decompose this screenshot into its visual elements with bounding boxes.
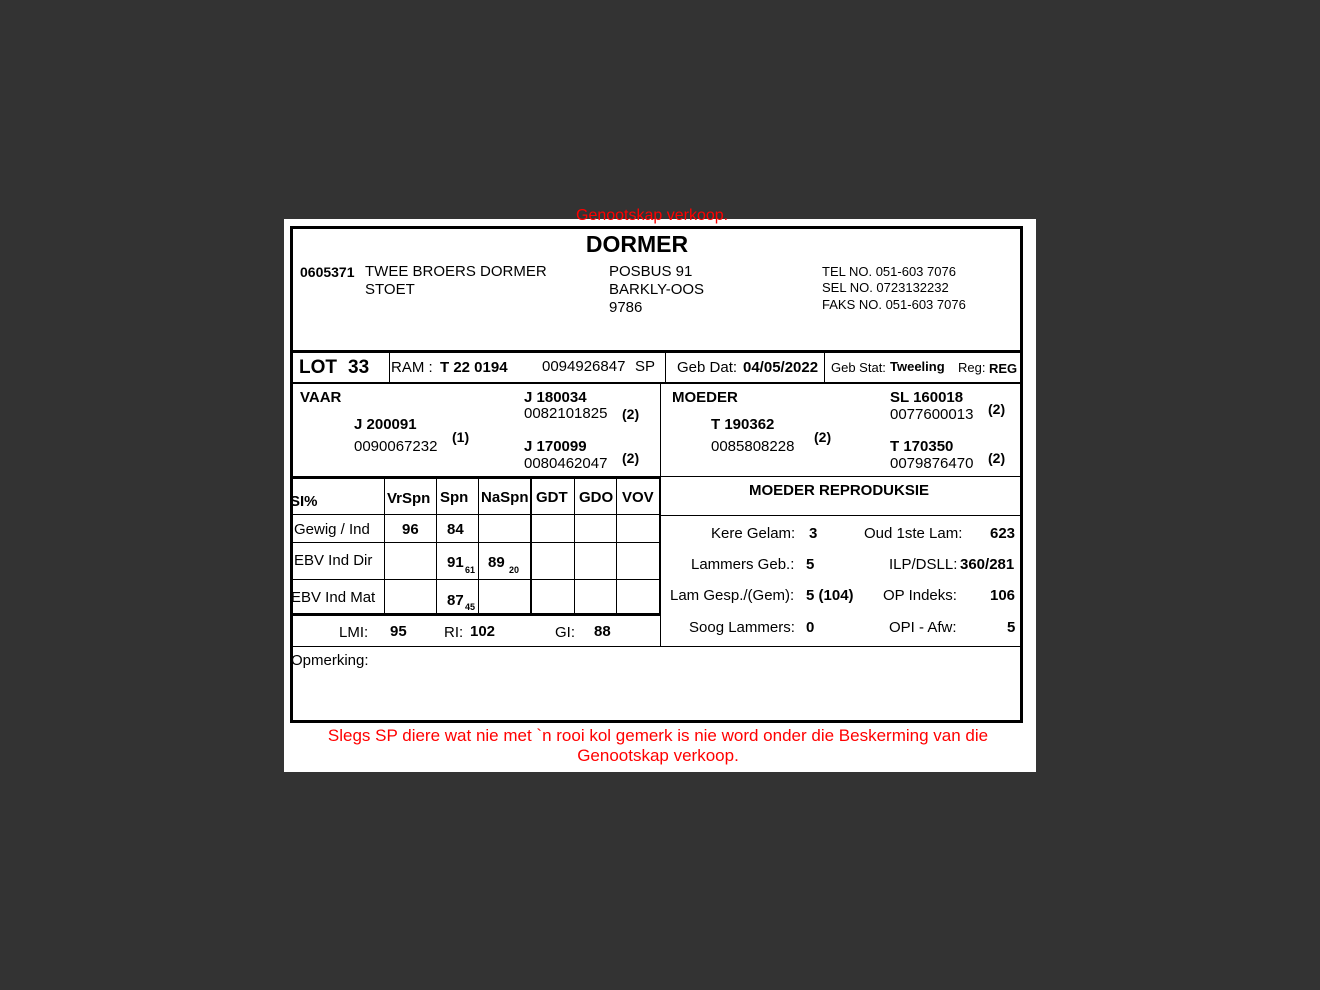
opi-deviation-value: 5 — [1007, 619, 1016, 636]
address-line1: POSBUS 91 — [609, 263, 693, 280]
soog-lammers-value: 0 — [806, 619, 815, 636]
ilp-dsll-value: 360/281 — [960, 556, 1015, 573]
kere-gelam-label: Kere Gelam: — [711, 525, 796, 542]
lot-card-sheet — [284, 207, 1036, 772]
lam-gesp-label: Lam Gesp./(Gem): — [670, 587, 795, 604]
sp-marker: SP — [635, 358, 656, 375]
address-line3: 9786 — [609, 299, 643, 316]
registration-value: REG — [989, 361, 1018, 376]
fax-number: FAKS NO. 051-603 7076 — [822, 297, 966, 312]
ebv-dir-spn-accuracy: 61 — [465, 565, 476, 575]
sire-id: J 200091 — [354, 416, 417, 433]
ram-label: RAM : — [391, 359, 433, 376]
breed-title: DORMER — [585, 231, 689, 257]
gewig-vrspn: 96 — [402, 521, 419, 538]
tel-number: TEL NO. 051-603 7076 — [822, 264, 956, 279]
ri-label: RI: — [444, 624, 464, 641]
dam-reg-number: 0085808228 — [711, 438, 795, 455]
lammers-geb-value: 5 — [806, 556, 815, 573]
ebv-dir-naspn-accuracy: 20 — [509, 565, 520, 575]
ri-value: 102 — [470, 623, 496, 640]
sire-label: VAAR — [300, 389, 342, 406]
footer-note-line2: Genootskap verkoop. — [577, 746, 739, 765]
stud-name-line1: TWEE BROERS DORMER — [365, 263, 547, 280]
sire-sire-code: (2) — [622, 406, 640, 422]
ebv-dir-naspn: 89 — [488, 554, 505, 571]
first-lamb-age-value: 623 — [990, 525, 1016, 542]
dam-dam-code: (2) — [988, 450, 1006, 466]
ram-reg-number: 0094926847 — [542, 358, 626, 375]
birth-status-label: Geb Stat: — [831, 360, 886, 375]
registration-label: Reg: — [958, 360, 986, 375]
lammers-geb-label: Lammers Geb.: — [691, 556, 795, 573]
lot-label: LOT — [299, 357, 337, 378]
row-label-gewig: Gewig / Ind — [294, 521, 370, 538]
lmi-value: 95 — [390, 623, 407, 640]
op-index-value: 106 — [990, 587, 1016, 604]
lmi-label: LMI: — [339, 624, 369, 641]
sire-dam-code: (2) — [622, 450, 640, 466]
row-label-ebv-dir: EBV Ind Dir — [294, 552, 373, 569]
sire-sire-id: J 180034 — [524, 389, 587, 406]
reproduction-title: MOEDER REPRODUKSIE — [749, 482, 930, 499]
kere-gelam-value: 3 — [809, 525, 818, 542]
row-label-ebv-mat: EBV Ind Mat — [291, 589, 376, 606]
member-number: 0605371 — [300, 264, 355, 280]
sire-reg-number: 0090067232 — [354, 438, 438, 455]
dam-sire-id: SL 160018 — [890, 389, 964, 406]
col-header-spn: Spn — [440, 489, 469, 506]
col-header-vov: VOV — [622, 489, 654, 506]
remarks-label: Opmerking: — [291, 652, 369, 669]
ebv-mat-spn-accuracy: 45 — [465, 602, 476, 612]
sire-dam-id: J 170099 — [524, 438, 587, 455]
ram-id: T 22 0194 — [440, 359, 508, 376]
lam-gesp-value: 5 (104) — [806, 587, 854, 604]
col-header-si: SI% — [290, 493, 318, 510]
sire-sire-reg-number: 0082101825 — [524, 405, 608, 422]
col-header-naspn: NaSpn — [481, 489, 529, 506]
gewig-spn: 84 — [447, 521, 464, 538]
op-index-label: OP Indeks: — [883, 587, 957, 604]
dam-dam-id: T 170350 — [890, 438, 954, 455]
dam-dam-reg-number: 0079876470 — [890, 455, 974, 472]
gi-label: GI: — [555, 624, 576, 641]
dam-sire-reg-number: 0077600013 — [890, 406, 974, 423]
first-lamb-age-label: Oud 1ste Lam: — [864, 525, 963, 542]
lot-number: 33 — [348, 357, 370, 378]
cell-number: SEL NO. 0723132232 — [822, 280, 949, 295]
sire-code: (1) — [452, 429, 470, 445]
birth-status: Tweeling — [890, 359, 945, 374]
dam-sire-code: (2) — [988, 401, 1006, 417]
ilp-dsll-label: ILP/DSLL: — [889, 556, 958, 573]
address-line2: BARKLY-OOS — [609, 281, 705, 298]
top-note-cut: Genootskap verkoop. — [576, 207, 729, 224]
col-header-gdt: GDT — [536, 489, 568, 506]
stud-name-line2: STOET — [365, 281, 415, 298]
opi-deviation-label: OPI - Afw: — [889, 619, 957, 636]
gi-value: 88 — [594, 623, 611, 640]
soog-lammers-label: Soog Lammers: — [689, 619, 795, 636]
sire-dam-reg-number: 0080462047 — [524, 455, 608, 472]
col-header-gdo: GDO — [579, 489, 614, 506]
ebv-dir-spn: 91 — [447, 554, 464, 571]
dam-label: MOEDER — [672, 389, 738, 406]
footer-note-line1: Slegs SP diere wat nie met `n rooi kol gemerk is nie word onder die Beskerming van die — [327, 726, 989, 745]
col-header-vrspn: VrSpn — [387, 490, 431, 507]
dam-code: (2) — [814, 429, 832, 445]
dam-id: T 190362 — [711, 416, 775, 433]
birth-date: 04/05/2022 — [743, 359, 819, 376]
birth-date-label: Geb Dat: — [677, 359, 738, 376]
ebv-mat-spn: 87 — [447, 592, 464, 609]
